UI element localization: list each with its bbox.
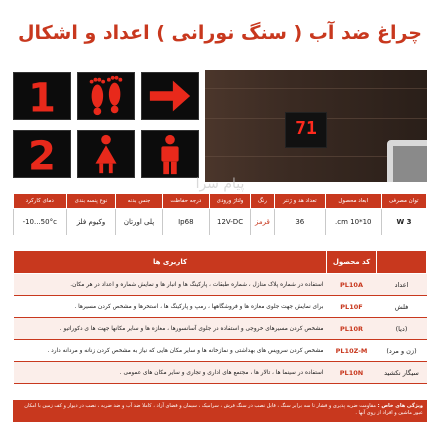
watermark: پیام سرا xyxy=(195,176,245,192)
row-use: مشخص کردن مسیرهای خروجی و استفاده در جلوی آسانسورها ، مغازه ها و سایر مکانها جهت ها ی دکوراتیو . xyxy=(14,318,327,340)
sign-number: 71 xyxy=(295,118,317,139)
spec-value: قرمز xyxy=(251,209,274,236)
product-photo xyxy=(205,70,427,182)
table-row xyxy=(14,274,427,296)
man-icon xyxy=(141,130,199,178)
spec-header: توان مصرفی xyxy=(381,194,426,209)
footer-text: مقاومت ضربه پذیری و فشار تا سه برابر سنگ ، قابل نصب در سنگ فرش ، سرامیک ، سیمان و فضای آزاد ، کاملا ضد آب و ضد ضربه ، نصب در دیوار و کف زمین با امکان عبور ماشین و افراد از روی آنها . xyxy=(24,403,423,416)
row-name: اعداد xyxy=(377,274,427,296)
row-use: استفاده در سینما ها ، تالار ها ، مجتمع های اداری و تجاری و سایر مکان های عمومی . xyxy=(14,362,327,384)
digit-two-icon xyxy=(13,130,71,178)
spec-value: -10...50°c xyxy=(14,209,67,236)
woman-icon xyxy=(77,130,135,178)
page-title: چراغ ضد آب ( سنگ نورانی ) اعداد و اشکال xyxy=(17,22,422,44)
arrow-right-icon xyxy=(141,72,199,120)
svg-text:1: 1 xyxy=(27,75,57,119)
spec-header: رنگ xyxy=(251,194,274,209)
table-row xyxy=(14,340,427,362)
spec-header: جنس بدنه xyxy=(116,194,162,209)
spec-header: دمای کارکرد xyxy=(14,194,67,209)
table-row xyxy=(14,318,427,340)
spec-value: 10*10 cm. xyxy=(325,209,381,236)
digit-one-icon xyxy=(13,72,71,120)
row-name: (دیا) xyxy=(377,318,427,340)
row-name: سیگار نکشید xyxy=(377,362,427,384)
uses-header-name xyxy=(377,251,427,274)
uses-header-use: کاربری ها xyxy=(14,251,327,274)
uses-header-code: کد محصول xyxy=(327,251,377,274)
row-use: استفاده در شماره پلاک منازل ، شماره طبقات ، پارکینگ ها و انبار ها و نمایش شماره و اعداد در هر مکان. xyxy=(14,274,327,296)
row-use: برای نمایش جهت جلوی مغازه ها و فروشگاهها ، رمپ و پارکینگ ها ، استخرها و مشخص کردن مسیرها . xyxy=(14,296,327,318)
spec-value: 36 xyxy=(274,209,325,236)
spec-value: وکیوم فلز xyxy=(66,209,116,236)
spec-header: تعداد هد و ژنتر xyxy=(274,194,325,209)
footer-lead: ویژگی های خاص : xyxy=(377,403,423,409)
spec-header: ولتاژ ورودی xyxy=(209,194,250,209)
row-use: مشخص کردن سرویس های بهداشتی و نمازخانه ها و سایر مکان هایی که نیاز به مشخص کردن زنانه و مردانه دارد . xyxy=(14,340,327,362)
spec-header: ابعاد محصول xyxy=(325,194,381,209)
row-code: PL10A xyxy=(327,274,377,296)
row-code: PL10R xyxy=(327,318,377,340)
spec-header: نوع پنسه بندی xyxy=(66,194,116,209)
spec-value: 12V-DC xyxy=(209,209,250,236)
spec-table xyxy=(13,193,427,235)
table-row xyxy=(14,296,427,318)
row-code: PL10F xyxy=(327,296,377,318)
svg-text:2: 2 xyxy=(27,133,57,177)
spec-value: 3 W xyxy=(381,209,426,236)
spec-header: درجه حفاظت xyxy=(162,194,209,209)
row-code: PL10N xyxy=(327,362,377,384)
illuminated-number-sign xyxy=(285,112,327,148)
row-code: PL10Z-M xyxy=(327,340,377,362)
spec-value: پلی اورتان xyxy=(116,209,162,236)
spec-value: Ip68 xyxy=(162,209,209,236)
uses-table xyxy=(13,250,427,384)
row-name: فلش xyxy=(377,296,427,318)
row-name: (زن و مرد) xyxy=(377,340,427,362)
door-handle xyxy=(387,140,427,182)
features-footer xyxy=(13,400,427,422)
table-row xyxy=(14,362,427,384)
sign-tiles-grid xyxy=(13,72,199,180)
footprints-icon xyxy=(77,72,135,120)
